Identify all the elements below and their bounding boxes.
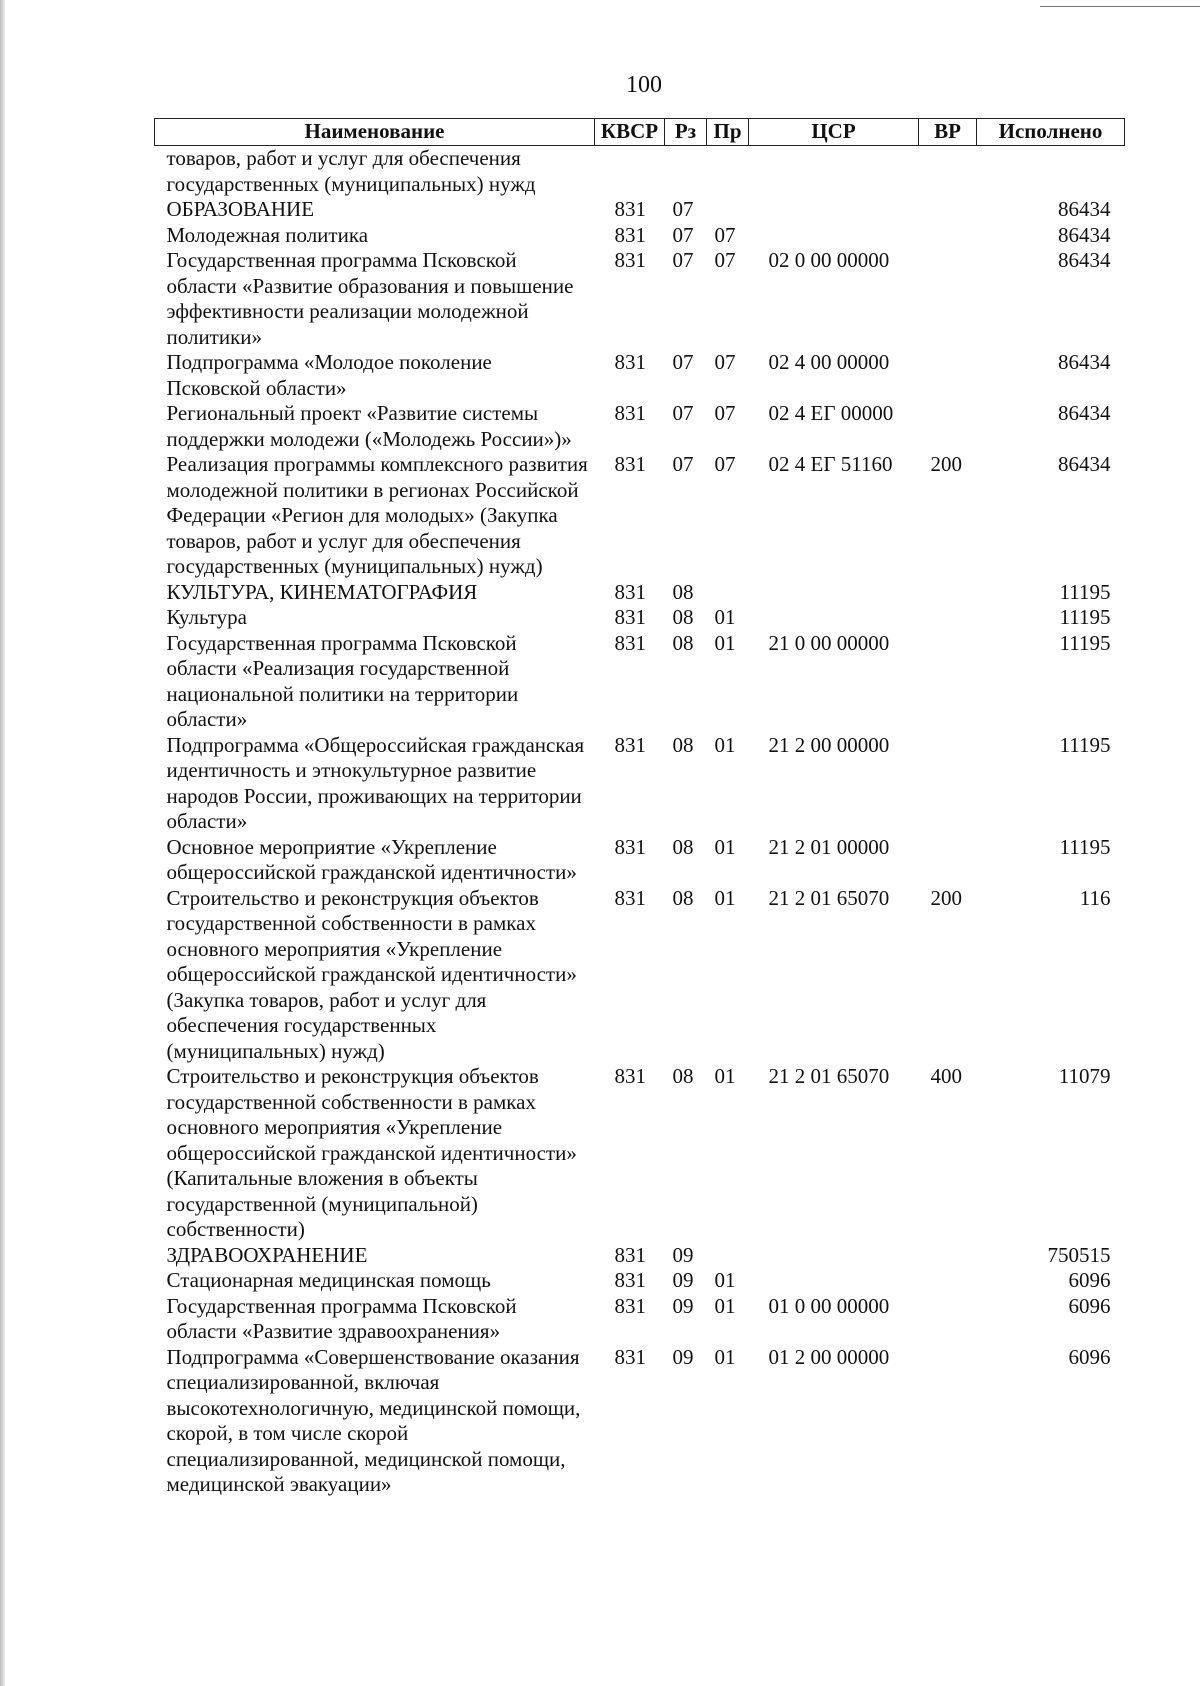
cell-csr: [749, 223, 919, 249]
cell-csr: 02 4 ЕГ 51160: [768, 452, 893, 476]
cell-rz: 08: [672, 630, 694, 655]
cell-pr: 01: [714, 732, 736, 757]
cell-rz: 07: [672, 401, 694, 425]
cell-kvsr: 831: [614, 1268, 646, 1292]
cell-rz: 09: [672, 1293, 694, 1318]
cell-name: Государственная программа Псковской области «Реализация государственной национальной политики на территории области»: [166, 630, 519, 731]
cell-csr: [749, 1243, 919, 1269]
cell-csr: 02 4 ЕГ 00000: [768, 401, 894, 425]
header-row: [155, 119, 1125, 146]
cell-rz: 08: [672, 834, 694, 859]
cell-done: 11079: [1058, 1064, 1111, 1088]
cell-name: Подпрограмма «Общероссийская гражданская идентичность и этнокультурное развитие народов России, проживающих на территории области»: [166, 732, 585, 833]
cell-rz: 09: [672, 1242, 694, 1267]
cell-pr: 01: [714, 1064, 736, 1088]
cell-name: ОБРАЗОВАНИЕ: [166, 197, 315, 221]
cell-vr: [919, 631, 977, 733]
cell-csr: 21 0 00 00000: [768, 630, 890, 655]
cell-rz: 07: [672, 452, 694, 476]
cell-name: ЗДРАВООХРАНЕНИЕ: [166, 1242, 368, 1267]
cell-name: Основное мероприятие «Укрепление общероссийской гражданской идентичности»: [166, 834, 577, 884]
header-name: Наименование: [155, 119, 595, 146]
cell-kvsr: 831: [614, 1344, 646, 1369]
budget-table: [154, 118, 1125, 1498]
cell-csr: [749, 146, 919, 198]
cell-csr: 21 2 01 00000: [768, 834, 890, 859]
cell-kvsr: 831: [614, 732, 646, 757]
cell-done: 11195: [1059, 630, 1111, 655]
cell-vr: [919, 197, 977, 223]
cell-vr: [919, 248, 977, 350]
cell-kvsr: 831: [614, 605, 646, 629]
cell-done: 86434: [1058, 350, 1111, 374]
table-row: [155, 1064, 1125, 1243]
cell-vr: [919, 350, 977, 401]
cell-done: 86434: [1058, 222, 1111, 247]
cell-name: Государственная программа Псковской области «Развитие здравоохранения»: [166, 1293, 517, 1343]
cell-name: Стационарная медицинская помощь: [166, 1268, 491, 1292]
cell-done: 86434: [1058, 197, 1111, 221]
cell-vr: 200: [930, 452, 962, 476]
top-rule: [1040, 6, 1200, 7]
cell-name: Строительство и реконструкция объектов государственной собственности в рамках основного мероприятия «Укрепление общероссийской гражданской идентичности» (Капитальные вложения в объекты государственной (муниципальной) собственности): [166, 1064, 577, 1241]
cell-vr: [919, 1345, 977, 1498]
cell-done: 6096: [1068, 1344, 1111, 1369]
cell-csr: 01 0 00 00000: [768, 1293, 890, 1318]
table-row: [155, 631, 1125, 733]
page-number: 100: [626, 72, 662, 98]
cell-kvsr: 831: [614, 222, 646, 247]
cell-kvsr: 831: [614, 197, 646, 221]
cell-csr: 21 2 01 65070: [768, 1064, 890, 1088]
table-row: [155, 1294, 1125, 1345]
cell-pr: 07: [714, 248, 736, 272]
header-rz: Рз: [665, 119, 707, 146]
cell-done: 750515: [1047, 1242, 1111, 1267]
cell-done: 86434: [1058, 452, 1111, 476]
cell-vr: [919, 223, 977, 249]
cell-done: 11195: [1059, 834, 1111, 859]
cell-rz: 08: [672, 732, 694, 757]
cell-pr: 07: [714, 222, 736, 247]
header-kvsr: КВСР: [595, 119, 665, 146]
cell-name: Региональный проект «Развитие системы поддержки молодежи («Молодежь России»)»: [166, 401, 572, 451]
cell-pr: 01: [714, 1344, 736, 1369]
cell-pr: [707, 580, 749, 606]
cell-vr: [919, 733, 977, 835]
cell-rz: 09: [672, 1268, 694, 1292]
cell-vr: [919, 605, 977, 631]
header-csr: ЦСР: [749, 119, 919, 146]
table-body: [155, 146, 1125, 1498]
cell-kvsr: [595, 146, 665, 198]
cell-kvsr: 831: [614, 579, 646, 604]
table-row: [155, 835, 1125, 886]
cell-kvsr: 831: [614, 630, 646, 655]
cell-name: Культура: [166, 605, 247, 629]
cell-pr: 07: [714, 350, 736, 374]
cell-rz: 07: [672, 222, 694, 247]
cell-kvsr: 831: [614, 248, 646, 272]
table-row: [155, 350, 1125, 401]
cell-csr: [749, 605, 919, 631]
table-row: [155, 580, 1125, 606]
cell-csr: 21 2 00 00000: [768, 732, 890, 757]
cell-vr: [919, 1243, 977, 1269]
cell-csr: 21 2 01 65070: [768, 885, 890, 910]
cell-done: 116: [1079, 885, 1111, 910]
table-row: [155, 146, 1125, 198]
cell-name: Подпрограмма «Совершенствование оказания специализированной, включая высокотехнологичную, медицинской помощи, скорой, в том числе скорой специализированной, медицинской помощи, медицинской эвакуации»: [166, 1344, 581, 1496]
cell-pr: 07: [714, 452, 736, 476]
cell-rz: 07: [672, 248, 694, 272]
cell-pr: 01: [714, 630, 736, 655]
table-row: [155, 1243, 1125, 1269]
cell-csr: 01 2 00 00000: [768, 1344, 890, 1369]
table-row: [155, 1345, 1125, 1498]
table-row: [155, 197, 1125, 223]
table-row: [155, 733, 1125, 835]
table-row: [155, 248, 1125, 350]
cell-rz: 09: [672, 1344, 694, 1369]
cell-pr: 01: [714, 605, 736, 629]
cell-csr: [749, 197, 919, 223]
table-row: [155, 401, 1125, 452]
cell-kvsr: 831: [614, 1064, 646, 1088]
cell-done: 86434: [1058, 248, 1111, 272]
cell-pr: [707, 197, 749, 223]
cell-vr: [919, 835, 977, 886]
cell-pr: [707, 1243, 749, 1269]
cell-kvsr: 831: [614, 452, 646, 476]
header-done: Исполнено: [977, 119, 1125, 146]
cell-kvsr: 831: [614, 350, 646, 374]
cell-kvsr: 831: [614, 885, 646, 910]
header-pr: Пр: [707, 119, 749, 146]
table-row: [155, 1268, 1125, 1294]
cell-csr: 02 0 00 00000: [768, 248, 890, 272]
cell-done: [977, 146, 1125, 198]
cell-vr: 200: [930, 885, 962, 910]
cell-vr: [919, 401, 977, 452]
cell-name: Подпрограмма «Молодое поколение Псковской области»: [166, 350, 492, 400]
cell-pr: 01: [714, 1268, 736, 1292]
cell-vr: 400: [930, 1064, 962, 1088]
cell-name: Строительство и реконструкция объектов государственной собственности в рамках основного мероприятия «Укрепление общероссийской гражданской идентичности» (Закупка товаров, работ и услуг для обеспечения государственных (муниципальных) нужд): [166, 885, 577, 1063]
table-header: [155, 119, 1125, 146]
cell-done: 86434: [1058, 401, 1111, 425]
cell-pr: 01: [714, 885, 736, 910]
cell-name: Реализация программы комплексного развития молодежной политики в регионах Российской Федерации «Регион для молодых» (Закупка товаров, работ и услуг для обеспечения государственных (муниципальных) нужд): [166, 452, 588, 578]
cell-done: 6096: [1068, 1293, 1111, 1318]
table-row: [155, 886, 1125, 1065]
cell-pr: 01: [714, 1293, 736, 1318]
header-vr: ВР: [919, 119, 977, 146]
cell-rz: 08: [672, 579, 694, 604]
cell-csr: [749, 1268, 919, 1294]
cell-rz: 08: [672, 1064, 694, 1088]
cell-rz: 08: [672, 885, 694, 910]
cell-csr: 02 4 00 00000: [768, 350, 890, 374]
cell-rz: 07: [672, 350, 694, 374]
cell-vr: [919, 1268, 977, 1294]
cell-kvsr: 831: [614, 401, 646, 425]
cell-done: 11195: [1059, 605, 1111, 629]
cell-vr: [919, 580, 977, 606]
cell-rz: [665, 146, 707, 198]
cell-kvsr: 831: [614, 1242, 646, 1267]
cell-rz: 07: [672, 197, 694, 221]
cell-pr: 07: [714, 401, 736, 425]
cell-done: 11195: [1059, 732, 1111, 757]
scan-edge: [0, 0, 5, 1686]
cell-kvsr: 831: [614, 834, 646, 859]
cell-done: 6096: [1068, 1268, 1111, 1292]
cell-pr: 01: [714, 834, 736, 859]
cell-vr: [919, 146, 977, 198]
cell-done: 11195: [1059, 579, 1111, 604]
table-row: [155, 452, 1125, 580]
table-row: [155, 605, 1125, 631]
cell-name: Молодежная политика: [166, 222, 369, 247]
cell-csr: [749, 580, 919, 606]
cell-kvsr: 831: [614, 1293, 646, 1318]
cell-name: товаров, работ и услуг для обеспечения государственных (муниципальных) нужд: [166, 146, 536, 196]
cell-name: Государственная программа Псковской области «Развитие образования и повышение эффективности реализации молодежной политики»: [166, 248, 574, 349]
cell-pr: [707, 146, 749, 198]
cell-name: КУЛЬТУРА, КИНЕМАТОГРАФИЯ: [166, 579, 478, 604]
cell-rz: 08: [672, 605, 694, 629]
cell-vr: [919, 1294, 977, 1345]
table-row: [155, 223, 1125, 249]
